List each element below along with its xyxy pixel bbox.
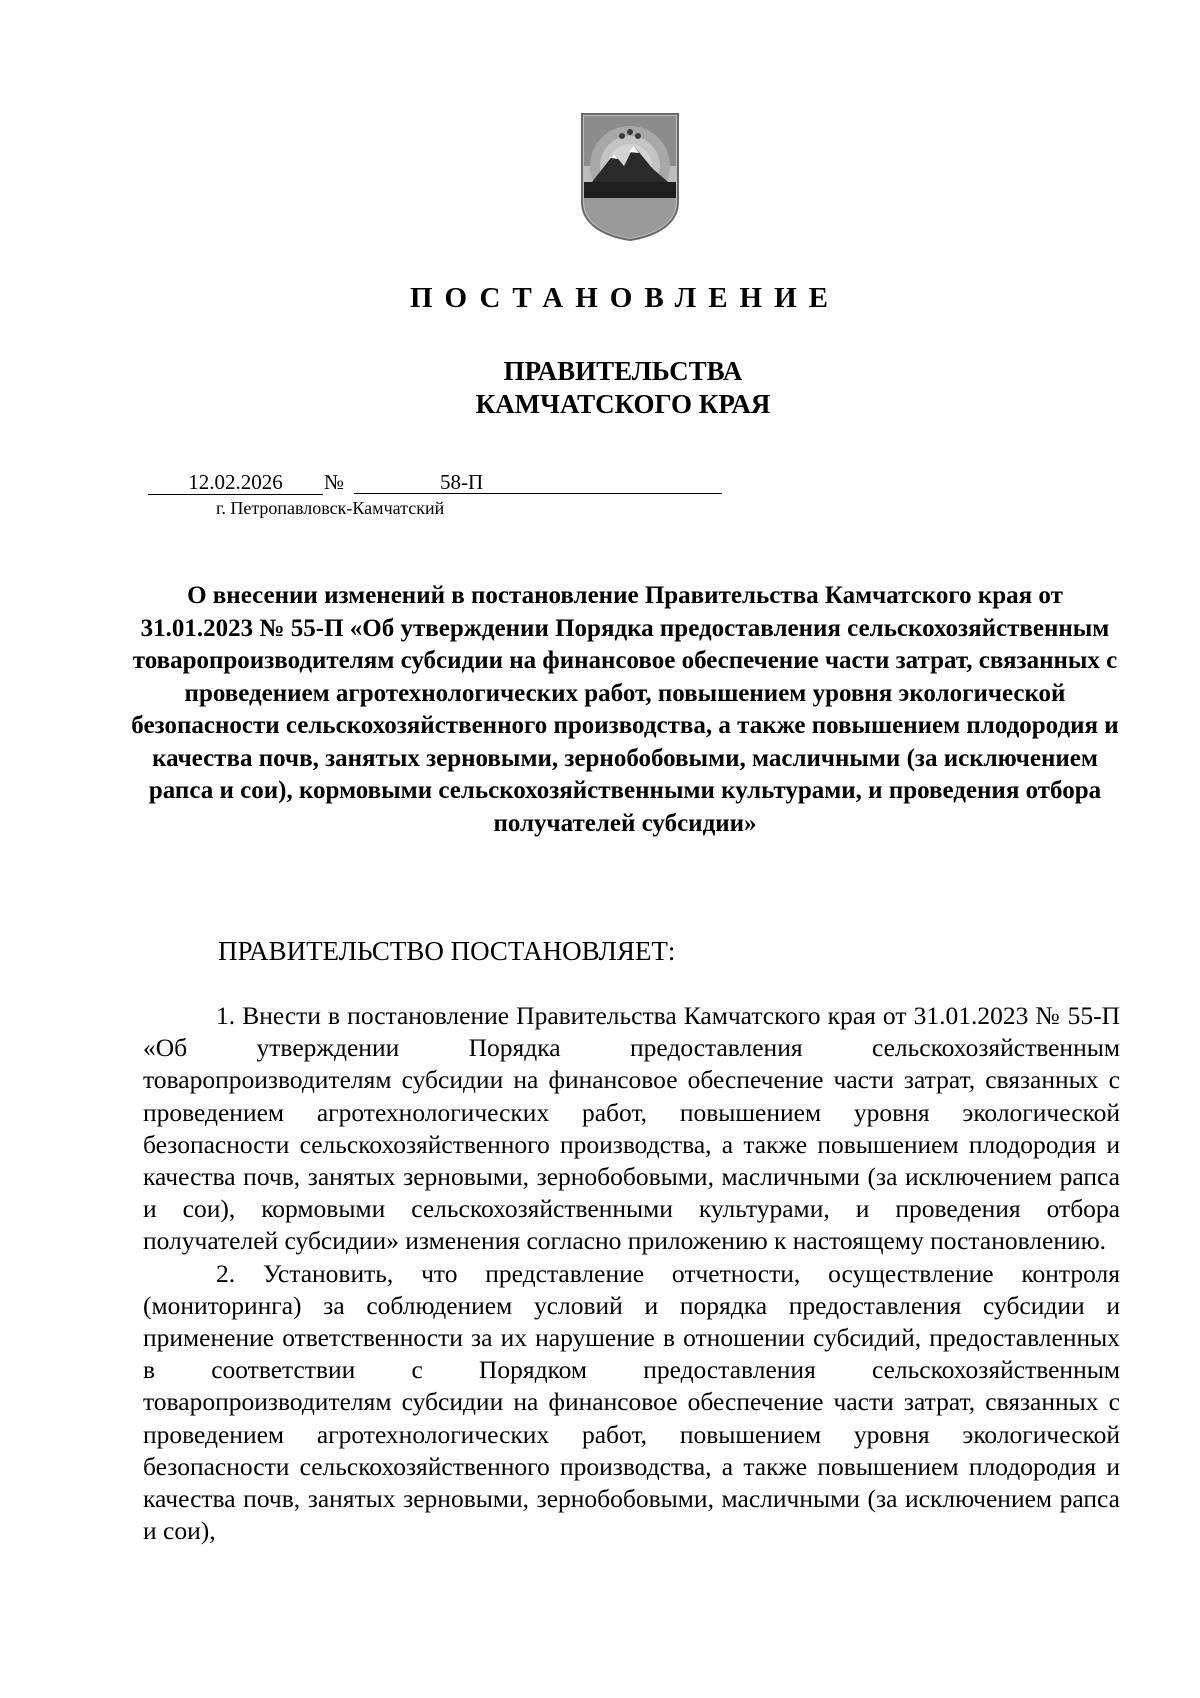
paragraph-1: 1. Внести в постановление Правительства Камчатского края от 31.01.2023 № 55-П «Об утверждении Порядка предоставления сельскохозяйственным товаропроизводителям субсидии на финансовое обеспечение части затрат, связанных с проведением агротехнологических работ, повышением уровня экологической безопасности сельскохозяйственного производства, а также повышением плодородия и качества почв, занятых зерновыми, зернобобовыми, масличными (за исключением рапса и сои), кормовыми сельскохозяйственными культурами, и проведения отбора получателей субсидии» изменения согласно приложению к настоящему постановлению. (143, 1001, 1120, 1256)
issuer-line-1: ПРАВИТЕЛЬСТВА (503, 356, 743, 386)
issuer-heading (0, 355, 1200, 421)
document-body (143, 1000, 1120, 1547)
coat-of-arms-emblem (578, 110, 682, 242)
document-city: г. Петропавловск-Камчатский (216, 498, 445, 518)
number-sign: № (324, 470, 345, 494)
document-date: 12.02.2026 (148, 470, 323, 495)
document-type-heading: ПОСТАНОВЛЕНИЕ (409, 282, 840, 314)
paragraph-2: 2. Установить, что представление отчетности, осуществление контроля (мониторинга) за соблюдением условий и порядка предоставления субсидии и применение ответственности за их нарушение в отношении субсидий, предоставленных в соответствии с Порядком предоставления сельскохозяйственным товаропроизводителям субсидии на финансовое обеспечение части затрат, связанных с проведением агротехнологических работ, повышением уровня экологической безопасности сельскохозяйственного производства, а также повышением плодородия и качества почв, занятых зерновыми, зернобобовыми, масличными (за исключением рапса и сои), (143, 1258, 1120, 1546)
decree-phrase: ПРАВИТЕЛЬСТВО ПОСТАНОВЛЯЕТ: (218, 936, 676, 966)
issuer-line-2: КАМЧАТСКОГО КРАЯ (475, 389, 771, 419)
document-title: О внесении изменений в постановление Правительства Камчатского края от 31.01.2023 № 55-П «Об утверждении Порядка предоставления сельскохозяйственным товаропроизводителям субсидии на финансовое обеспечение части затрат, связанных с проведением агротехнологических работ, повышением уровня экологической безопасности сельскохозяйственного производства, а также повышением плодородия и качества почв, занятых зерновыми, зернобобовыми, масличными (за исключением рапса и сои), кормовыми сельскохозяйственными культурами, и проведения отбора получателей субсидии» (131, 582, 1119, 837)
document-number: 58-П (354, 470, 722, 494)
